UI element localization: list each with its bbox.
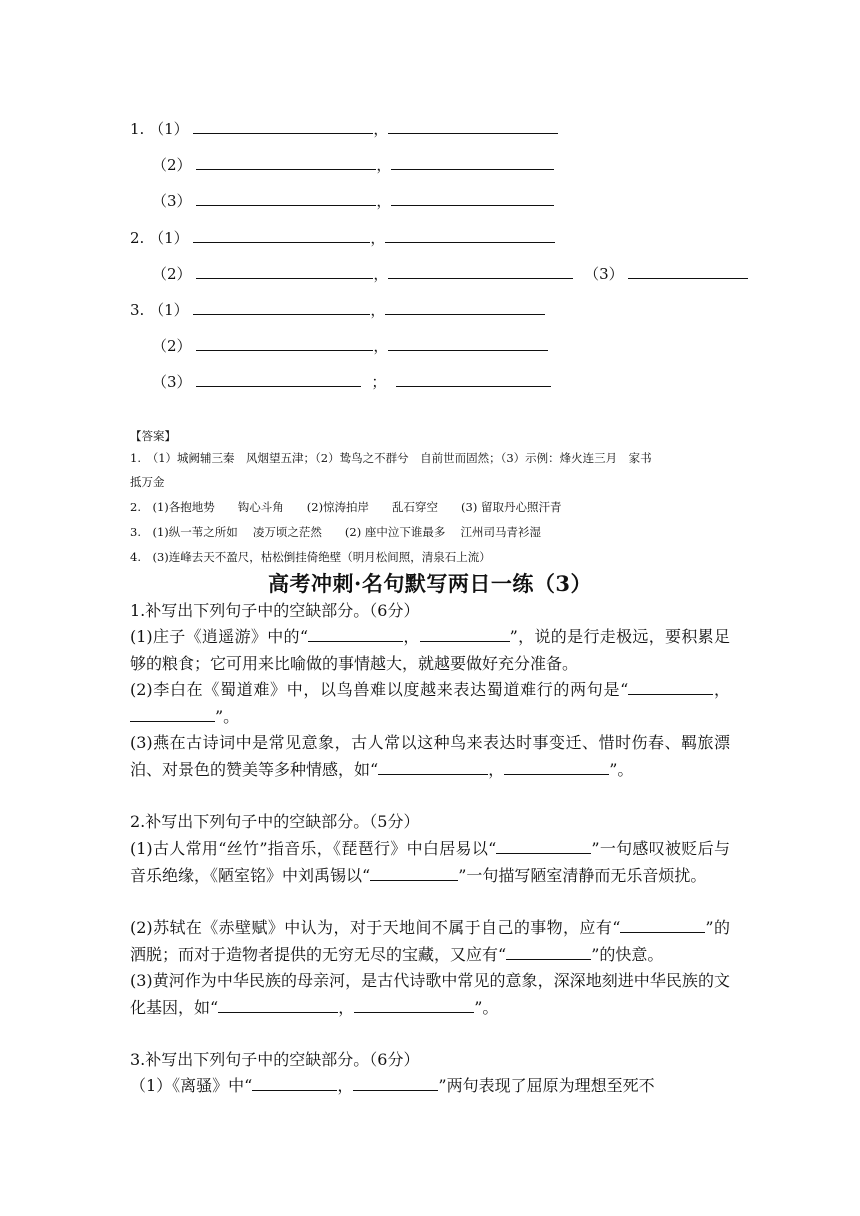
blank-line[interactable] <box>196 155 376 170</box>
separator: ， <box>370 229 386 247</box>
q3-number: 3. <box>130 301 145 319</box>
item-label: （3） <box>152 192 192 210</box>
q3-para1: （1）《离骚》中“ ， ”两句表现了屈原为理想至死不 <box>130 1076 655 1095</box>
blank-line[interactable] <box>130 706 215 722</box>
q3-item1-row <box>130 299 545 320</box>
q1-header: 1.补写出下列句子中的空缺部分。（6分） <box>130 601 420 620</box>
item-label: （1） <box>149 301 189 319</box>
blank-line[interactable] <box>218 997 338 1013</box>
blank-line[interactable] <box>628 264 748 279</box>
blank-line[interactable] <box>193 228 370 243</box>
blank-line[interactable] <box>196 264 373 279</box>
separator: ， <box>376 192 392 210</box>
q1-item2-row <box>152 154 554 175</box>
answer-line: 1. （1）城阙辅三秦 风烟望五津；（2）鸷鸟之不群兮 自前世而固然；（3）示例：烽火连三月 家书 <box>130 451 652 465</box>
separator: ， <box>373 265 389 283</box>
q1-para1: (1)庄子《逍遥游》中的“ ， ”，说的是行走极远，要积累足够的粮食；它可用来比喻做的事情越大，就越要做好充分准备。 <box>130 627 730 673</box>
blank-line[interactable] <box>385 300 545 315</box>
page-title: 高考冲刺·名句默写两日一练（3） <box>268 571 592 596</box>
blank-line[interactable] <box>378 759 488 775</box>
separator: ， <box>370 301 386 319</box>
blank-line[interactable] <box>620 917 705 933</box>
q1-number: 1. <box>130 120 145 138</box>
q2-item1-row <box>130 227 555 248</box>
blank-line[interactable] <box>504 759 609 775</box>
blank-line[interactable] <box>196 372 361 387</box>
q2-para3: (3)黄河作为中华民族的母亲河，是古代诗歌中常见的意象，深深地刻进中华民族的文化基因，如“ ， ”。 <box>130 971 730 1017</box>
blank-line[interactable] <box>628 679 713 695</box>
answer-line: 3. (1)纵一苇之所如 凌万顷之茫然 (2) 座中泣下谁最多 江州司马青衫湿 <box>130 525 542 539</box>
item-label: （2） <box>152 265 192 283</box>
blank-line[interactable] <box>193 119 373 134</box>
q1-item1-row <box>130 118 558 139</box>
blank-line[interactable] <box>308 626 403 642</box>
blank-line[interactable] <box>353 1075 438 1091</box>
answer-line: 抵万金 <box>130 475 165 489</box>
separator: ， <box>376 156 392 174</box>
q1-item3-row <box>152 190 554 211</box>
blank-line[interactable] <box>385 228 555 243</box>
blank-line[interactable] <box>196 191 376 206</box>
blank-line[interactable] <box>388 336 548 351</box>
q1-para3: (3)燕在古诗词中是常见意象，古人常以这种鸟来表达时事变迁、惜时伤春、羁旅漂泊、对景色的赞美等多种情感，如“ ， ”。 <box>130 733 730 779</box>
q3-item3-row <box>152 371 551 392</box>
item-label: （2） <box>152 337 192 355</box>
q3-item2-row <box>152 335 548 356</box>
blank-line[interactable] <box>506 944 591 960</box>
item-label: （2） <box>152 156 192 174</box>
q1-para2: (2)李白在《蜀道难》中，以鸟兽难以度越来表达蜀道难行的两句是“ ，”。 <box>130 680 730 726</box>
separator: ， <box>373 120 389 138</box>
separator: ； <box>371 373 387 391</box>
separator: ， <box>373 337 389 355</box>
q2-number: 2. <box>130 229 145 247</box>
blank-line[interactable] <box>391 191 554 206</box>
answers-heading: 【答案】 <box>130 429 176 443</box>
q2-header: 2.补写出下列句子中的空缺部分。（5分） <box>130 812 420 831</box>
blank-line[interactable] <box>496 838 591 854</box>
q2-para1: (1)古人常用“丝竹”指音乐，《琵琶行》中白居易以“ ”一句感叹被贬后与音乐绝缘，《陋室铭》中刘禹锡以“ ”一句描写陋室清静而无乐音烦扰。 <box>130 839 730 885</box>
q2-para2: (2)苏轼在《赤壁赋》中认为，对于天地间不属于自己的事物，应有“ ”的洒脱；而对于造物者提供的无穷无尽的宝藏，又应有“ ”的快意。 <box>130 918 730 964</box>
blank-line[interactable] <box>391 155 554 170</box>
blank-line[interactable] <box>196 336 373 351</box>
blank-line[interactable] <box>388 264 573 279</box>
q3-header: 3.补写出下列句子中的空缺部分。（6分） <box>130 1050 420 1069</box>
blank-line[interactable] <box>193 300 370 315</box>
item-label: （1） <box>149 120 189 138</box>
item-label: （3） <box>584 265 624 283</box>
item-label: （1） <box>149 229 189 247</box>
item-label: （3） <box>152 373 192 391</box>
blank-line[interactable] <box>388 119 558 134</box>
q2-item2-row <box>152 263 748 284</box>
answer-line: 2. (1)各抱地势 钩心斗角 (2)惊涛拍岸 乱石穿空 (3) 留取丹心照汗青 <box>130 500 562 514</box>
blank-line[interactable] <box>420 626 510 642</box>
blank-line[interactable] <box>252 1075 337 1091</box>
blank-line[interactable] <box>354 997 474 1013</box>
blank-line[interactable] <box>370 865 458 881</box>
blank-line[interactable] <box>396 372 551 387</box>
answer-line: 4. (3)连峰去天不盈尺，枯松倒挂倚绝壁（明月松间照，清泉石上流） <box>130 550 491 564</box>
